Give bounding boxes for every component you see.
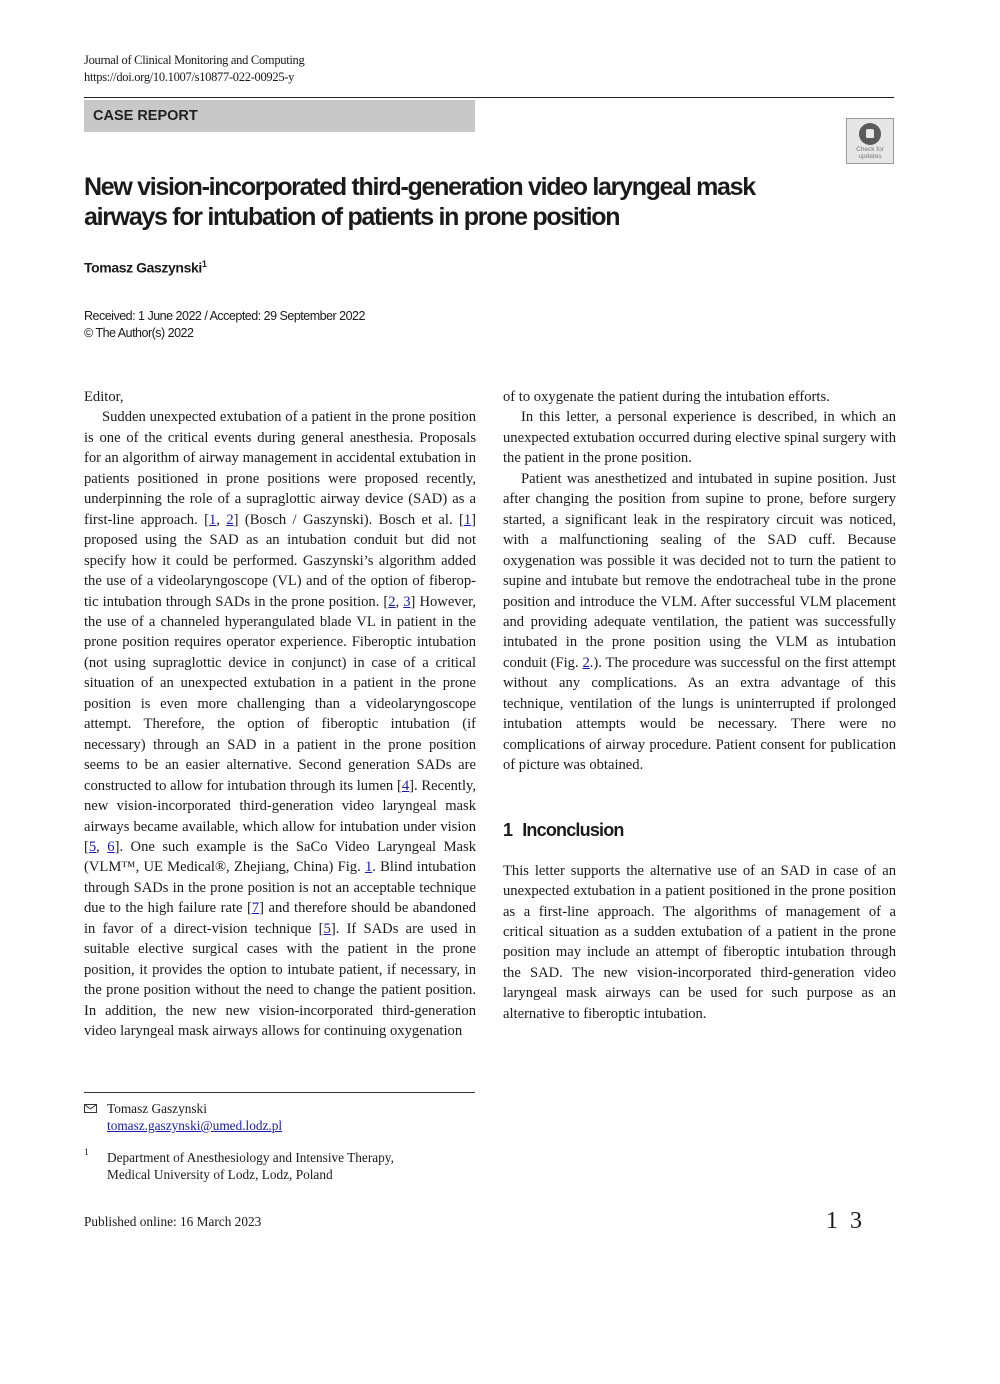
bookmark-icon xyxy=(859,123,881,145)
figure-link[interactable]: 2 xyxy=(582,654,590,671)
figure-link[interactable]: 1 xyxy=(364,859,373,876)
affiliation-line-2: Medical University of Lodz, Lodz, Poland xyxy=(107,1167,333,1182)
journal-header xyxy=(84,52,304,86)
header-rule xyxy=(84,97,894,98)
body-column-left xyxy=(84,387,476,1042)
citation-link[interactable]: 5 xyxy=(323,920,331,937)
author-line xyxy=(84,259,206,276)
citation-link[interactable]: 1 xyxy=(463,511,472,528)
received-accepted: Received: 1 June 2022 / Accepted: 29 September 2022 xyxy=(84,309,365,323)
section-number: 1 xyxy=(503,819,513,840)
envelope-icon xyxy=(84,1104,97,1113)
citation-link[interactable]: 2 xyxy=(226,511,234,528)
paragraph-conclusion: This letter supports the alternative use of an SAD in case of an unexpected extubation in a patient positioned in the prone position as a first-line approach. The algorithms of management of a critical situation as a sudden extubation of a patient in the prone position may include an attempt of fiberoptic intubation through the SAD. The new vision-incorporated third-generation video laryngeal mask airways can be used for such purpose as an alternative to fiberoptic intubation. xyxy=(503,862,896,1022)
check-updates-label: Check for updates xyxy=(856,146,884,160)
salutation: Editor, xyxy=(84,389,124,405)
body-column-right xyxy=(503,387,896,1024)
citation-link[interactable]: 2 xyxy=(388,593,396,610)
contact-email-link[interactable]: tomasz.gaszynski@umed.lodz.pl xyxy=(107,1118,283,1133)
citation-link[interactable]: 3 xyxy=(403,593,411,610)
paragraph-case-intro: In this letter, a personal experience is described, in which an unexpected extubation occurred during elective spinal surgery with the patient in the prone position. xyxy=(503,409,896,467)
contact-name: Tomasz Gaszynski xyxy=(107,1101,207,1116)
author-name: Tomasz Gaszynski xyxy=(84,259,202,276)
paragraph-continued: of to oxygenate the patient during the intubation efforts. xyxy=(503,389,830,405)
copyright: © The Author(s) 2022 xyxy=(84,326,194,340)
journal-name: Journal of Clinical Monitoring and Computing xyxy=(84,53,305,67)
section-title: Inconclusion xyxy=(522,819,624,840)
citation-link[interactable]: 1 xyxy=(208,511,217,528)
citation-link[interactable]: 7 xyxy=(251,900,260,917)
publisher-logo-mark: 1 3 xyxy=(826,1208,865,1234)
affiliation-line-1: Department of Anesthesiology and Intensive Therapy, xyxy=(107,1150,394,1165)
check-for-updates-button[interactable] xyxy=(846,118,894,164)
paragraph-intro: Sudden unexpected extubation of a patient in the prone position is one of the critical events during general anesthesia. Proposals for an algorithm of airway management in accidental extubation in patients positioned in prone positions were proposed recently, underpinning the role of a supraglottic airway device (SAD) as a first-line approach. [1, 2] (Bosch / Gaszynski). Bosch et al. [1] proposed using the SAD as an intubation conduit but did not specify how it could be performed. Gaszynski’s algorithm added the use of a videolaryngoscope (VL) and of the option of fiberoptic intubation through SADs in the prone position. [2, 3] However, the use of a channeled hyperangulated blade VL in patient in the prone position requires operator experience. Fiberoptic intubation (not using supraglottic device in conjunct) in case of a critical situation of an unexpected extubation in a patient in the prone position is even more challenging than a videolaryngoscope attempt. Therefore, the option of fiberoptic intubation (if necessary) through an SAD in a patient in the prone position seems to be an easier alternative. Second generation SADs are constructed to allow for intubation through its lumen [4]. Recently, new vision-incorporated third-generation video laryngeal mask airways became available, which allow for intubation under vision [5, 6]. One such example is the SaCo Video Laryngeal Mask (VLM™, UE Medical®, Zhejiang, China) Fig. 1. Blind intubation through SADs in the prone position is not an acceptable technique due to the high failure rate [7] and therefore should be abandoned in favor of a direct-vision technique [5]. If SADs are used in suitable elective surgical cases with the patient in the prone position, it provides the option to intubate patient, if necessary, in the prone position without the need to change the patient position. In addition, the new new vision-incorporated third-generation video laryngeal mask airways allows for continuing oxygenation xyxy=(84,409,477,1040)
affiliation-mark: 1 xyxy=(84,1148,89,1158)
citation-link[interactable]: 5 xyxy=(88,838,97,855)
citation-link[interactable]: 4 xyxy=(401,777,410,794)
paragraph-case-description: Patient was anesthetized and intubated in supine position. Just after changing the position from supine to prone, before surgery started, a significant leak in the respiratory circuit was noticed, with a malfunctioning sealing of the SAD cuff. Because oxygenation was possible it was decided not to turn the patient to supine and intubate but remove the endotracheal tube in the prone position and introduce the VLM. After successful VLM placement and providing adequate ventilation, the patient was successfully intubated in the prone position using the VLM as intubation conduit (Fig. 2.). The procedure was successful on the first attempt without any complications. As an extra advantage of this technique, ventilation of the lungs is uninterrupted if prolonged intubation attempts would be necessary. There were no complications of airway procedure. Patient consent for publication of picture was obtained. xyxy=(503,470,896,774)
citation-link[interactable]: 6 xyxy=(107,838,115,855)
article-type-banner: CASE REPORT xyxy=(84,100,475,132)
title-line-2: airways for intubation of patients in prone position xyxy=(84,203,620,231)
article-dates xyxy=(84,308,365,342)
author-affil-mark: 1 xyxy=(201,259,207,269)
article-title xyxy=(84,172,804,232)
title-line-1: New vision-incorporated third-generation video laryngeal mask xyxy=(84,173,755,201)
footnote-rule xyxy=(84,1092,475,1093)
published-online: Published online: 16 March 2023 xyxy=(84,1214,262,1229)
section-heading xyxy=(503,819,896,841)
doi-link[interactable]: https://doi.org/10.1007/s10877-022-00925-y xyxy=(84,70,295,84)
